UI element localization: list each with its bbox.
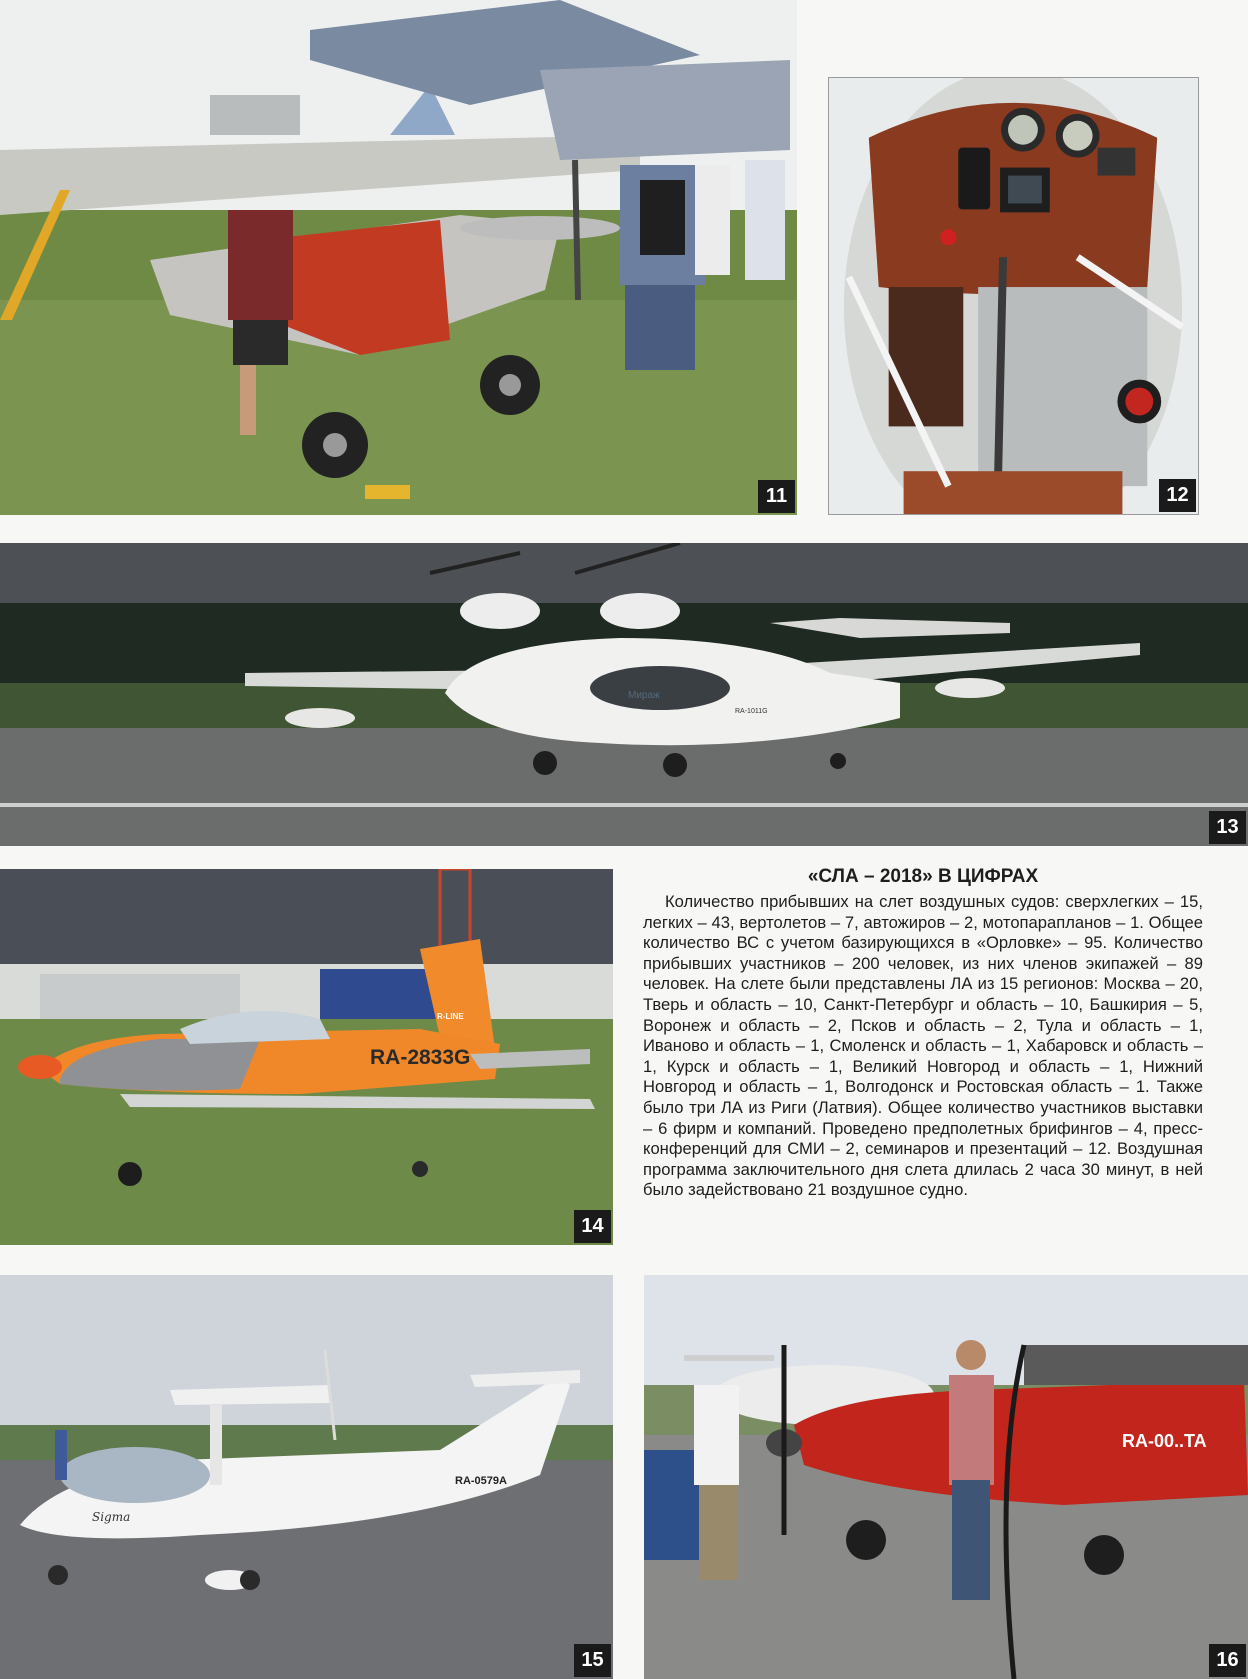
photo-15	[0, 1275, 613, 1679]
aircraft-brand: Sigma	[92, 1510, 131, 1524]
photo-number: 11	[758, 480, 795, 513]
photo-14	[0, 869, 613, 1245]
photo-number: 15	[574, 1644, 611, 1677]
photo-number: 13	[1209, 811, 1246, 844]
photo-16	[644, 1275, 1248, 1679]
photo-11	[0, 0, 797, 515]
article-body: Количество прибывших на слет воздушных судов: сверхлегких – 15, легких – 43, вертолетов – 7, автожиров – 2, мотопарапланов – 1. Общее количество ВС с учетом базирующихся в «Орловке» – 95. Количество прибывших участников – 200 человек, из них членов экипажей – 89 человек. На слете были представлены ЛА из 15 регионов: Москва – 20, Тверь и область – 10, Санкт-Петербург и область – 10, Башкирия – 5, Воронеж и область – 2, Псков и область – 2, Тула и область – 1, Иваново и область – 1, Смоленск и область – 1, Хабаровск и область – 1, Курск и область – 1, Великий Новгород и область – 1, Нижний Новгород и область – 1, Волгодонск и Ростовская область – 1. Также было три ЛА из Риги (Латвия). Общее количество участников выставки – 6 фирм и компаний. Проведено предполетных брифингов – 4, пресс-конференций для СМИ – 2, семинаров и презентаций – 12. Воздушная программа заключительного дня слета длилась 2 часа 30 минут, в ней было задействовано 21 воздушное судно.	[643, 892, 1203, 1200]
photo-15-image	[0, 1275, 613, 1679]
photo-16-image	[644, 1275, 1248, 1679]
photo-number: 14	[574, 1210, 611, 1243]
stats-article	[643, 866, 1203, 1201]
photo-12	[828, 77, 1199, 515]
aircraft-registration: RA-0579A	[455, 1475, 507, 1487]
photo-12-image	[829, 78, 1198, 514]
photo-11-image	[0, 0, 797, 515]
aircraft-registration: RA-1011G	[735, 708, 768, 715]
article-title: «СЛА – 2018» В ЦИФРАХ	[807, 866, 1039, 887]
aircraft-registration: RA-2833G	[370, 1046, 471, 1069]
aircraft-fin-text: R-LINE	[437, 1012, 464, 1021]
aircraft-side-text: Мираж	[628, 690, 660, 701]
photo-number: 12	[1159, 479, 1196, 512]
photo-13-image	[0, 543, 1248, 846]
aircraft-registration: RA-00..TA	[1122, 1431, 1207, 1451]
photo-13	[0, 543, 1248, 846]
photo-14-image	[0, 869, 613, 1245]
photo-number: 16	[1209, 1644, 1246, 1677]
